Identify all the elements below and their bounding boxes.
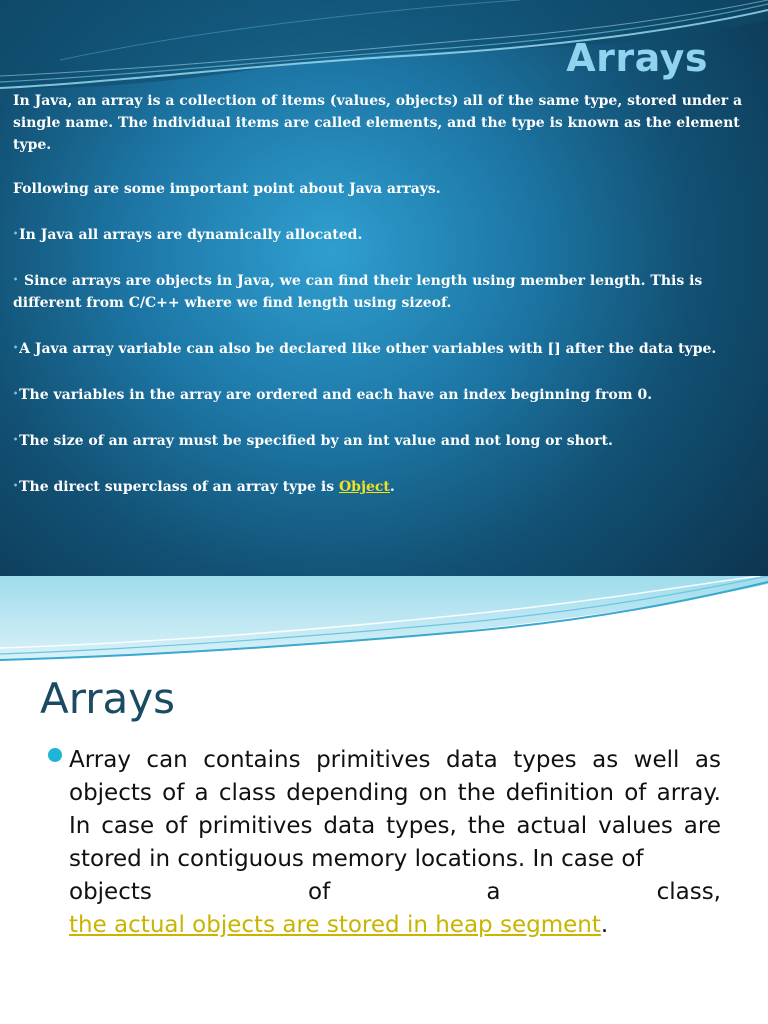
object-link[interactable]: Object [338, 479, 390, 495]
bullet-icon: • [13, 228, 19, 238]
list-item: • Since arrays are objects in Java, we can find their length using member length. This is different from C/C++ where we find length using sizeof. [13, 273, 703, 311]
slide2-body: Array can contains primitives data types as well as objects of a class depending on the definition of array. In case of primitives data types, the actual values are stored in contiguous memory locations. In case of objects of a class, the actual objects are stored in heap segment. [69, 747, 721, 938]
list-item: •The size of an array must be specified by an int value and not long or short. [13, 433, 613, 449]
body-spread-line: objects of a class, [69, 879, 721, 905]
header-wave-decoration [0, 576, 768, 666]
intro-paragraph: In Java, an array is a collection of items (values, objects) all of the same type, stored under a single name. The individual items are called elements, and the type is known as the element type. [13, 93, 743, 153]
list-item: •A Java array variable can also be declared like other variables with [] after the data type. [13, 341, 717, 357]
bullet-icon: • [13, 388, 19, 398]
heap-segment-link[interactable]: the actual objects are stored in heap segment [69, 912, 601, 938]
list-item: •The direct superclass of an array type is Object. [13, 479, 395, 495]
slide-arrays-storage [0, 576, 768, 1024]
body-text: Array can contains primitives data types as well as objects of a class depending on the definition of array. In case of primitives data types, the actual values are stored in contiguous memory locations. In case of [69, 747, 721, 872]
bullet-icon: • [13, 434, 19, 444]
bullet-icon: • [13, 274, 19, 284]
bullet-icon: • [13, 480, 19, 490]
slide2-title: Arrays [40, 674, 176, 723]
list-item: •The variables in the array are ordered and each have an index beginning from 0. [13, 387, 653, 403]
lead-paragraph: Following are some important point about Java arrays. [13, 181, 441, 197]
list-item: •In Java all arrays are dynamically allocated. [13, 227, 363, 243]
slide1-body [13, 90, 755, 520]
bullet-dot-icon [48, 748, 62, 762]
bullet-icon: • [13, 342, 19, 352]
slide1-title: Arrays [566, 36, 708, 80]
